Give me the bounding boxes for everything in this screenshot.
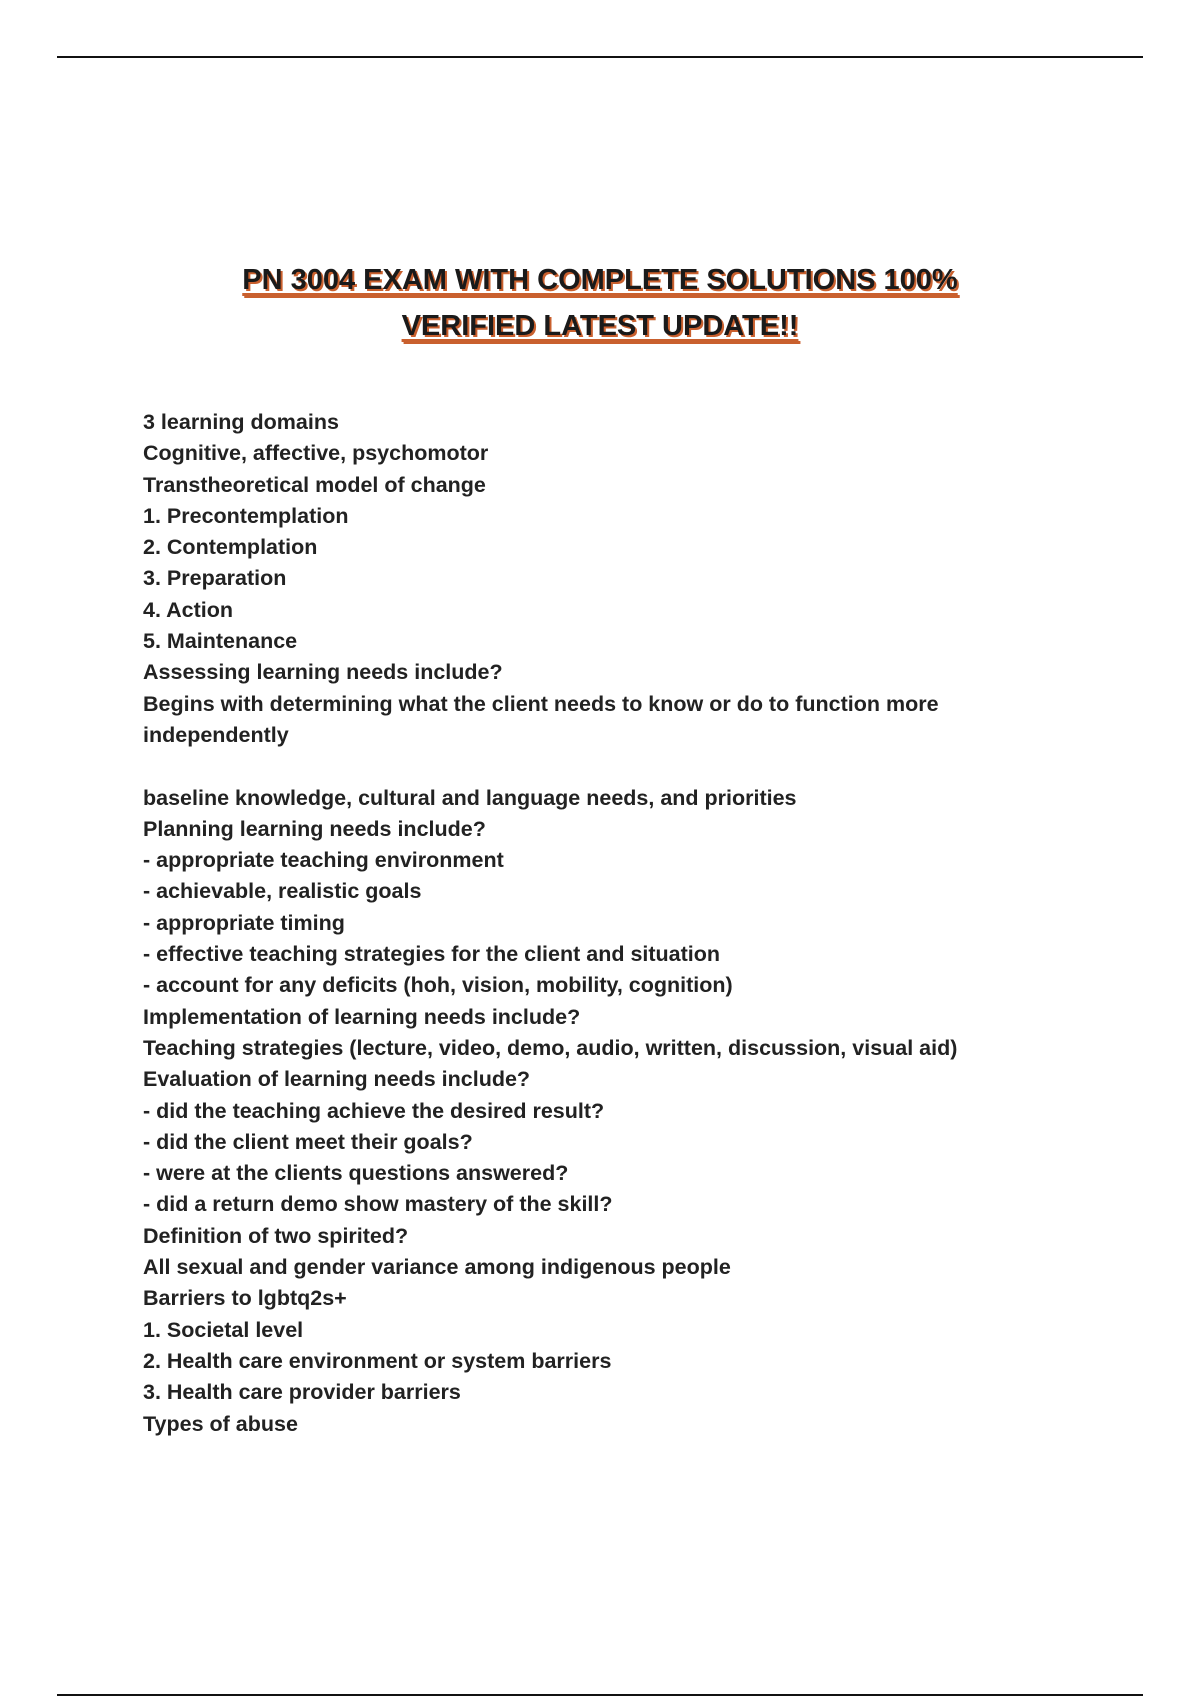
body-line: Assessing learning needs include? [143,660,503,685]
body-line: Transtheoretical model of change [143,472,486,497]
body-line: - did a return demo show mastery of the skill? [143,1192,613,1217]
body-line: 2. Health care environment or system barriers [143,1348,612,1373]
title-line-1: PN 3004 EXAM WITH COMPLETE SOLUTIONS 100% [242,264,958,296]
body-line: 4. Action [143,597,233,622]
body-line: 1. Precontemplation [143,503,349,528]
body-line: 1. Societal level [143,1317,304,1342]
body-line: Begins with determining what the client needs to know or do to function more independently [143,691,939,747]
blank-line [143,751,1063,782]
body-line: - achievable, realistic goals [143,879,422,904]
body-line: 5. Maintenance [143,629,298,654]
document-title [0,257,1200,349]
body-line: 3. Health care provider barriers [143,1380,461,1405]
document-body [143,407,1063,1440]
header-rule [57,56,1143,58]
body-line: Teaching strategies (lecture, video, demo, audio, written, discussion, visual aid) [143,1035,958,1060]
body-line: - appropriate timing [143,910,345,935]
body-line: - account for any deficits (hoh, vision, mobility, cognition) [143,973,733,998]
body-line: Types of abuse [143,1411,298,1436]
body-line: All sexual and gender variance among indigenous people [143,1255,731,1280]
body-line: - appropriate teaching environment [143,848,504,873]
body-line: - effective teaching strategies for the client and situation [143,942,721,967]
body-line: 3. Preparation [143,566,287,591]
body-line: Implementation of learning needs include? [143,1004,581,1029]
body-line: - did the teaching achieve the desired result? [143,1098,605,1123]
body-line: baseline knowledge, cultural and language needs, and priorities [143,785,797,810]
body-line: Cognitive, affective, psychomotor [143,441,489,466]
footer-rule [57,1694,1143,1696]
body-line: Definition of two spirited? [143,1223,409,1248]
body-line: Barriers to lgbtq2s+ [143,1286,347,1311]
title-line-2: VERIFIED LATEST UPDATE!! [401,310,799,342]
body-line: Planning learning needs include? [143,816,486,841]
body-line: 3 learning domains [143,410,339,434]
body-line: Evaluation of learning needs include? [143,1067,531,1092]
body-line: - did the client meet their goals? [143,1129,473,1154]
body-line: - were at the clients questions answered? [143,1161,569,1186]
body-line: 2. Contemplation [143,535,318,560]
